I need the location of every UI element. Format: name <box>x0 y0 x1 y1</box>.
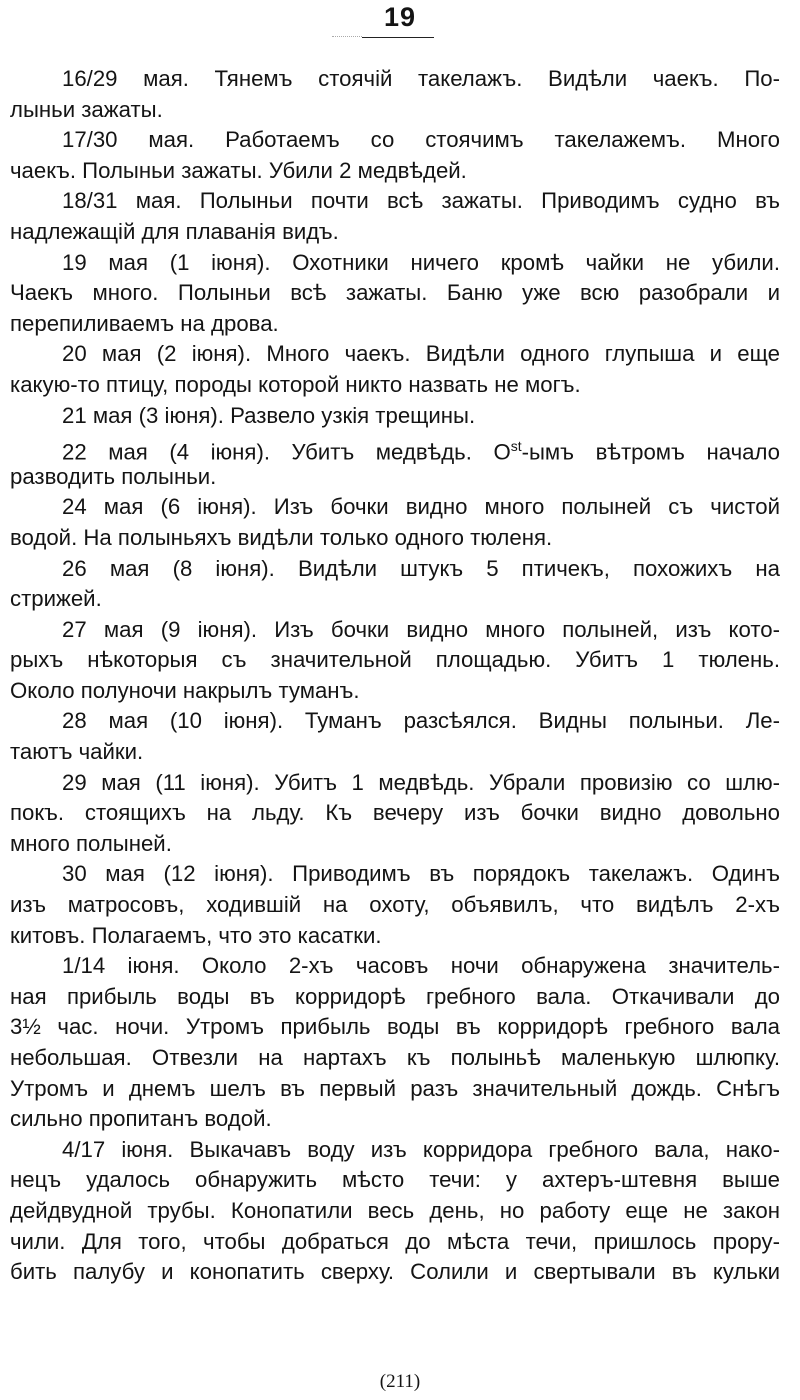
text-line: 17/30 мая. Работаемъ со стоячимъ такелажемъ. Много <box>62 127 780 153</box>
text-line: перепиливаемъ на дрова. <box>10 310 279 336</box>
diary-entry <box>10 554 780 615</box>
page-number: 19 <box>383 2 417 32</box>
text-line: 28 мая (10 іюня). Туманъ разсѣялся. Видны полыньи. Ле- <box>62 708 780 734</box>
header-dotted-rule <box>332 36 362 39</box>
footer-page-number: (211) <box>379 1371 421 1392</box>
text-line: 22 мая (4 іюня). Убитъ медвѣдь. $O^{st}$-ымъ вѣтромъ начало <box>62 438 780 465</box>
text-line: 19 мая (1 іюня). Охотники ничего кромѣ чайки не убили. <box>62 249 780 275</box>
text-line: чаекъ. Полыньи зажаты. Убили 2 медвѣдей. <box>10 157 467 183</box>
diary-entry <box>10 1135 780 1288</box>
diary-entry <box>10 951 780 1135</box>
diary-entry <box>10 859 780 951</box>
text-line: чили. Для того, чтобы добраться до мѣста течи, пришлось прору- <box>10 1228 780 1254</box>
text-line: водой. На полыньяхъ видѣли только одного тюленя. <box>10 524 553 550</box>
text-line: 3½ час. ночи. Утромъ прибыль воды въ корридорѣ гребного вала <box>10 1014 780 1040</box>
text-line: 20 мая (2 іюня). Много чаекъ. Видѣли одного глупыша и еще <box>62 341 780 367</box>
text-line: 21 мая (3 іюня). Развело узкія трещины. <box>62 402 476 428</box>
text-line: сильно пропитанъ водой. <box>10 1106 272 1132</box>
text-line: 26 мая (8 іюня). Видѣли штукъ 5 птичекъ, похожихъ на <box>62 555 780 581</box>
text-line: Около полуночи накрылъ туманъ. <box>10 677 360 703</box>
text-line: много полыней. <box>10 830 172 856</box>
diary-entry <box>10 615 780 707</box>
text-line: таютъ чайки. <box>10 739 144 765</box>
text-line: разводить полыньи. <box>10 463 217 489</box>
text-line: 29 мая (11 іюня). Убитъ 1 медвѣдь. Убрали провизію со шлю- <box>62 769 780 795</box>
text-line: 18/31 мая. Полыньи почти всѣ зажаты. Приводимъ судно въ <box>62 188 780 214</box>
diary-entry <box>10 706 780 767</box>
diary-entry <box>10 401 780 432</box>
diary-entry <box>10 125 780 186</box>
text-line: 30 мая (12 іюня). Приводимъ въ порядокъ такелажъ. Одинъ <box>62 861 780 887</box>
text-line: лыньи зажаты. <box>10 96 163 122</box>
diary-entry <box>10 248 780 340</box>
text-line: бить палубу и конопатить сверху. Солили и свертывали въ кульки <box>10 1259 780 1285</box>
diary-entry <box>10 64 780 125</box>
text-line: изъ матросовъ, ходившій на охоту, объявилъ, что видѣлъ 2-хъ <box>10 892 780 918</box>
text-line: Чаекъ много. Полыньи всѣ зажаты. Баню уже всю разобрали и <box>10 280 780 306</box>
text-line: 27 мая (9 іюня). Изъ бочки видно много полыней, изъ кото- <box>62 616 780 642</box>
diary-entry <box>10 431 780 492</box>
text-line: какую-то птицу, породы которой никто назвать не могъ. <box>10 371 581 397</box>
text-line: 16/29 мая. Тянемъ стоячій такелажъ. Видѣли чаекъ. По- <box>62 66 780 91</box>
text-line: 1/14 іюня. Около 2-хъ часовъ ночи обнаружена значитель- <box>62 953 780 979</box>
text-line: дейдвудной трубы. Конопатили весь день, но работу еще не закон <box>10 1197 780 1223</box>
text-line: китовъ. Полагаемъ, что это касатки. <box>10 922 382 948</box>
text-line: ная прибыль воды въ корридорѣ гребного вала. Откачивали до <box>10 983 780 1009</box>
diary-text <box>10 64 780 1288</box>
text-line: стрижей. <box>10 586 102 612</box>
diary-entry <box>10 186 780 247</box>
text-line: небольшая. Отвезли на нартахъ къ полыньѣ маленькую шлюпку. <box>10 1045 780 1070</box>
diary-entry <box>10 339 780 400</box>
diary-entry <box>10 492 780 553</box>
text-line: 24 мая (6 іюня). Изъ бочки видно много полыней съ чистой <box>62 494 780 520</box>
text-line: рыхъ нѣкоторыя съ значительной площадью. Убитъ 1 тюлень. <box>10 647 780 673</box>
text-line: 4/17 іюня. Выкачавъ воду изъ корридора гребного вала, нако- <box>62 1136 780 1162</box>
header-rule <box>362 37 434 38</box>
diary-entry <box>10 768 780 860</box>
text-line: надлежащій для плаванія видъ. <box>10 218 339 244</box>
text-line: Утромъ и днемъ шелъ въ первый разъ значительный дождь. Снѣгъ <box>10 1075 780 1101</box>
text-line: нецъ удалось обнаружить мѣсто течи: у ахтеръ-штевня выше <box>10 1167 780 1193</box>
text-line: покъ. стоящихъ на льду. Къ вечеру изъ бочки видно довольно <box>10 800 780 826</box>
